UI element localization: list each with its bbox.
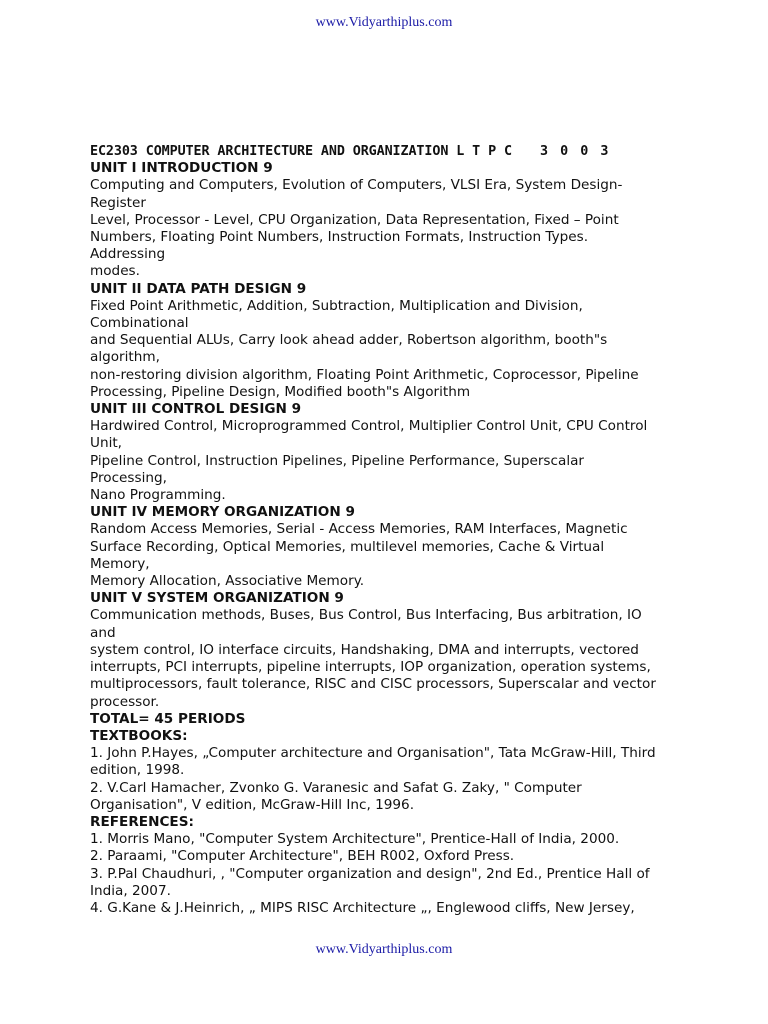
section-heading: UNIT II DATA PATH DESIGN 9 [90, 280, 307, 297]
text-line: non-restoring division algorithm, Floating Point Arithmetic, Coprocessor, Pipeline [90, 366, 639, 383]
text-line: Memory Allocation, Associative Memory. [90, 573, 365, 590]
text-line: Addressing [90, 246, 166, 263]
section-heading: UNIT I INTRODUCTION 9 [90, 160, 273, 177]
text-line: Processing, Pipeline Design, Modified booth"s Algorithm [90, 383, 471, 400]
text-line: Memory, [90, 555, 150, 572]
text-line: multiprocessors, fault tolerance, RISC and CISC processors, Superscalar and vector [90, 676, 656, 693]
credits: 3 0 0 3 [539, 144, 611, 159]
text-line: interrupts, PCI interrupts, pipeline interrupts, IOP organization, operation systems, [90, 659, 651, 676]
text-line: and [90, 624, 116, 641]
section-heading: UNIT IV MEMORY ORGANIZATION 9 [90, 504, 355, 521]
text-line: Level, Processor - Level, CPU Organization, Data Representation, Fixed – Point [90, 211, 619, 228]
text-line: 2. V.Carl Hamacher, Zvonko G. Varanesic and Safat G. Zaky, " Computer [90, 779, 582, 796]
header-site-link[interactable]: www.Vidyarthiplus.com [315, 15, 453, 30]
document-body [90, 160, 690, 917]
section-heading: TOTAL= 45 PERIODS [90, 710, 246, 727]
section-heading: UNIT III CONTROL DESIGN 9 [90, 401, 302, 418]
text-line: Random Access Memories, Serial - Access Memories, RAM Interfaces, Magnetic [90, 521, 628, 538]
text-line: Processing, [90, 469, 167, 486]
footer-site-link[interactable]: www.Vidyarthiplus.com [315, 942, 453, 957]
text-line: modes. [90, 263, 140, 280]
text-line: Computing and Computers, Evolution of Computers, VLSI Era, System Design- [90, 177, 623, 194]
text-line: Fixed Point Arithmetic, Addition, Subtraction, Multiplication and Division, [90, 297, 583, 314]
text-line: Communication methods, Buses, Bus Control, Bus Interfacing, Bus arbitration, IO [90, 607, 642, 624]
text-line: Organisation", V edition, McGraw-Hill Inc, 1996. [90, 796, 415, 813]
syllabus-document [90, 143, 690, 917]
text-line: 4. G.Kane & J.Heinrich, „ MIPS RISC Architecture „, Englewood cliffs, New Jersey, [90, 899, 635, 916]
text-line: Combinational [90, 315, 189, 332]
text-line: Pipeline Control, Instruction Pipelines, Pipeline Performance, Superscalar [90, 452, 585, 469]
text-line: Hardwired Control, Microprogrammed Control, Multiplier Control Unit, CPU Control [90, 418, 648, 435]
text-line: system control, IO interface circuits, Handshaking, DMA and interrupts, vectored [90, 641, 639, 658]
text-line: Register [90, 194, 146, 211]
text-line: algorithm, [90, 349, 160, 366]
text-line: 1. John P.Hayes, „Computer architecture and Organisation", Tata McGraw-Hill, Third [90, 745, 656, 762]
section-heading: TEXTBOOKS: [90, 727, 188, 744]
text-line: 2. Paraami, "Computer Architecture", BEH R002, Oxford Press. [90, 848, 515, 865]
course-title: EC2303 COMPUTER ARCHITECTURE AND ORGANIZATION L T P C [90, 144, 512, 159]
text-line: and Sequential ALUs, Carry look ahead adder, Robertson algorithm, booth"s [90, 332, 608, 349]
text-line: Nano Programming. [90, 487, 226, 504]
text-line: Numbers, Floating Point Numbers, Instruction Formats, Instruction Types. [90, 229, 589, 246]
text-line: Unit, [90, 435, 122, 452]
document-title [90, 143, 690, 160]
text-line: 3. P.Pal Chaudhuri, , "Computer organization and design", 2nd Ed., Prentice Hall of [90, 865, 650, 882]
section-heading: REFERENCES: [90, 813, 194, 830]
text-line: edition, 1998. [90, 762, 185, 779]
text-line: 1. Morris Mano, "Computer System Architecture", Prentice-Hall of India, 2000. [90, 831, 620, 848]
section-heading: UNIT V SYSTEM ORGANIZATION 9 [90, 590, 344, 607]
text-line: processor. [90, 693, 160, 710]
text-line: Surface Recording, Optical Memories, multilevel memories, Cache & Virtual [90, 538, 605, 555]
text-line: India, 2007. [90, 882, 171, 899]
